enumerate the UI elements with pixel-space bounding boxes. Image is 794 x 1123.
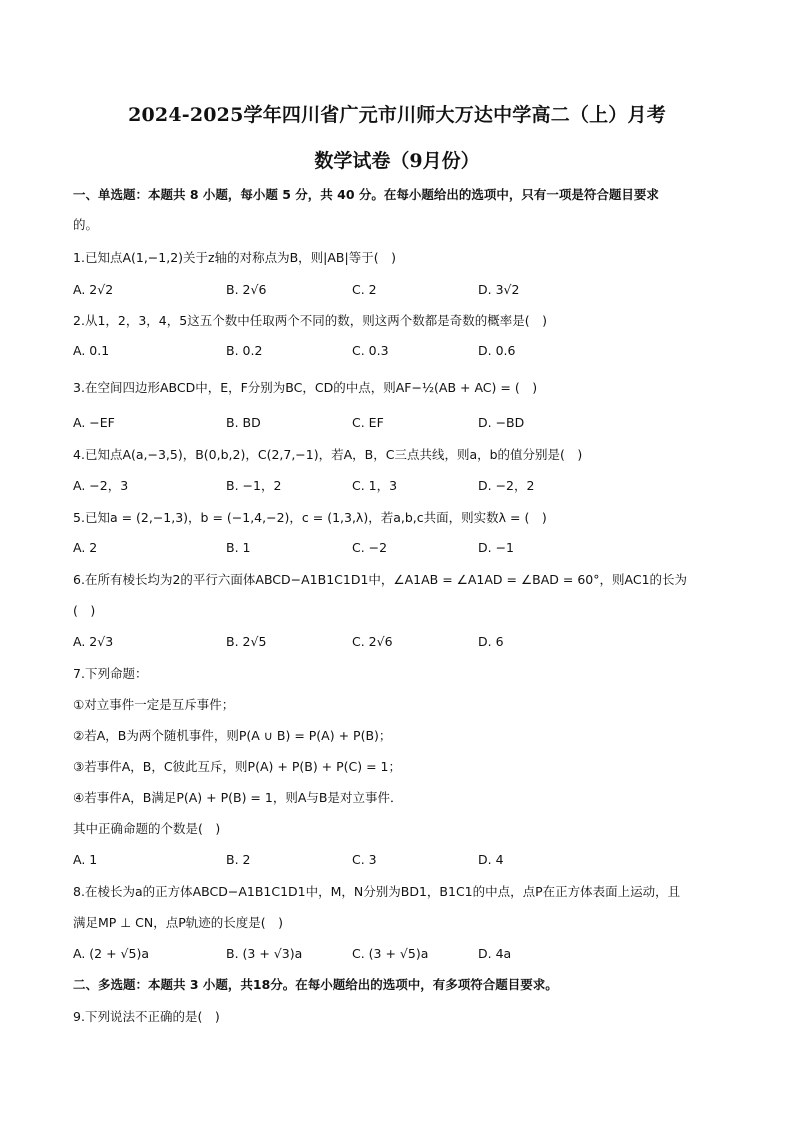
q5-option-a: A. 2: [73, 540, 98, 555]
question-2-stem: 2.从1，2，3，4，5这五个数中任取两个不同的数，则这两个数都是奇数的概率是( ): [73, 313, 547, 328]
question-9-stem: 9.下列说法不正确的是( ): [73, 1009, 220, 1024]
section1-heading: 一、单选题：本题共 8 小题，每小题 5 分，共 40 分。在每小题给出的选项中，只有一项是符合题目要求: [73, 187, 659, 202]
q4-option-c: C. 1，3: [352, 478, 398, 493]
q6-option-c: C. 2√6: [352, 634, 393, 649]
question-number: 9.: [73, 1009, 85, 1024]
q6-option-d: D. 6: [478, 634, 504, 649]
q2-option-a: A. 0.1: [73, 343, 110, 358]
q7-proposition-3: ③若事件A，B，C彼此互斥，则P(A) + P(B) + P(C) = 1；: [73, 759, 402, 774]
question-number: 7.: [73, 666, 85, 681]
q4-option-b: B. −1，2: [226, 478, 282, 493]
q3-option-c: C. EF: [352, 415, 384, 430]
q2-option-d: D. 0.6: [478, 343, 516, 358]
section1-heading-cont: 的。: [73, 217, 99, 232]
q7-proposition-1: ①对立事件一定是互斥事件；: [73, 697, 235, 712]
q7-option-b: B. 2: [226, 852, 251, 867]
q7-option-a: A. 1: [73, 852, 98, 867]
q8-option-d: D. 4a: [478, 946, 512, 961]
question-number: 2.: [73, 313, 85, 328]
q3-option-d: D. −BD: [478, 415, 525, 430]
question-3-stem: 3.在空间四边形ABCD中，E，F分别为BC，CD的中点，则AF−½(AB + AC) = ( ): [73, 380, 538, 395]
q7-proposition-4: ④若事件A，B满足P(A) + P(B) = 1，则A与B是对立事件．: [73, 790, 403, 805]
q1-option-d: D. 3√2: [478, 282, 520, 297]
section2-heading: 二、多选题：本题共 3 小题，共18分。在每小题给出的选项中，有多项符合题目要求。: [73, 977, 558, 992]
question-number: 1.: [73, 250, 85, 265]
q5-option-b: B. 1: [226, 540, 251, 555]
q8-option-b: B. (3 + √3)a: [226, 946, 303, 961]
question-8-stem-cont: 满足MP ⊥ CN，点P轨迹的长度是( ): [73, 915, 284, 930]
q3-option-a: A. −EF: [73, 415, 115, 430]
question-6-stem-cont: ( ): [73, 603, 96, 618]
question-7-stem: 7.下列命题：: [73, 666, 148, 681]
q1-option-a: A. 2√2: [73, 282, 114, 297]
q7-ask: 其中正确命题的个数是( ): [73, 821, 221, 836]
q7-proposition-2: ②若A，B为两个随机事件，则P(A ∪ B) = P(A) + P(B)；: [73, 728, 392, 743]
question-number: 4.: [73, 447, 85, 462]
q4-option-d: D. −2，2: [478, 478, 535, 493]
q7-option-c: C. 3: [352, 852, 377, 867]
q6-option-b: B. 2√5: [226, 634, 267, 649]
q7-option-d: D. 4: [478, 852, 504, 867]
q1-option-b: B. 2√6: [226, 282, 267, 297]
question-number: 5.: [73, 510, 85, 525]
q2-option-b: B. 0.2: [226, 343, 263, 358]
question-4-stem: 4.已知点A(a,−3,5)，B(0,b,2)，C(2,7,−1)，若A，B，C三点共线，则a，b的值分别是( ): [73, 447, 583, 462]
question-5-stem: 5.已知a = (2,−1,3)，b = (−1,4,−2)，c = (1,3,λ)，若a,b,c共面，则实数λ = ( ): [73, 510, 547, 525]
q8-option-c: C. (3 + √5)a: [352, 946, 429, 961]
q1-option-c: C. 2: [352, 282, 377, 297]
question-number: 6.: [73, 572, 85, 587]
q3-option-b: B. BD: [226, 415, 261, 430]
question-8-stem: 8.在棱长为a的正方体ABCD−A1B1C1D1中，M，N分别为BD1，B1C1的中点，点P在正方体表面上运动，且: [73, 884, 681, 899]
exam-title-line2: 数学试卷（9月份）: [314, 150, 480, 172]
q8-option-a: A. (2 + √5)a: [73, 946, 149, 961]
question-number: 8.: [73, 884, 85, 899]
q4-option-a: A. −2，3: [73, 478, 129, 493]
exam-title-line1: 2024-2025学年四川省广元市川师大万达中学高二（上）月考: [128, 104, 666, 126]
question-1-stem: 1.已知点A(1,−1,2)关于z轴的对称点为B，则|AB|等于( ): [73, 250, 396, 265]
q2-option-c: C. 0.3: [352, 343, 389, 358]
question-6-stem: 6.在所有棱长均为2的平行六面体ABCD−A1B1C1D1中，∠A1AB = ∠A1AD = ∠BAD = 60°，则AC1的长为: [73, 572, 688, 587]
q6-option-a: A. 2√3: [73, 634, 114, 649]
question-number: 3.: [73, 380, 85, 395]
q5-option-c: C. −2: [352, 540, 388, 555]
q5-option-d: D. −1: [478, 540, 514, 555]
